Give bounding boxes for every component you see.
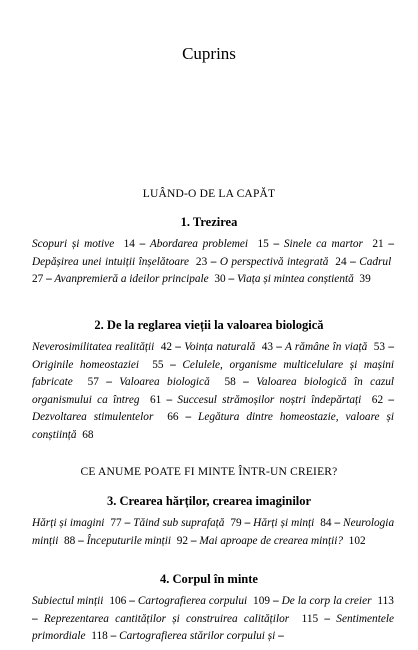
toc-entry-title: Legătura dintre homeostazie, valoare și conștiință (32, 411, 395, 441)
toc-entry-page: 66 (167, 411, 179, 424)
entry-separator: – (106, 376, 112, 389)
entry-separator: – (32, 612, 38, 625)
toc-entry-page: 55 (152, 358, 164, 371)
toc-entry-title: Cadrul (359, 255, 392, 268)
toc-entry-title: Voința naturală (184, 341, 256, 353)
entry-separator: – (139, 238, 146, 250)
chapter-entries-3 (32, 515, 394, 551)
entry-separator: – (110, 630, 117, 643)
entry-separator: – (78, 534, 84, 547)
entry-separator: – (324, 612, 331, 625)
toc-entry-title: A rămâne în viață (284, 341, 368, 353)
chapter-entries-1 (32, 236, 394, 308)
toc-entry-page: 77 (110, 517, 122, 529)
toc-entry-title: Neurologia minții (32, 517, 395, 547)
toc-entry-title: Neverosimilitatea realității (32, 341, 155, 353)
toc-entry-page: 15 (257, 238, 269, 250)
toc-entry-page: 61 (150, 393, 162, 406)
entry-separator: – (175, 341, 181, 353)
chapter-heading-2: 2. De la reglarea vieții la valoarea biologică (94, 318, 324, 332)
toc-entry-title: Scopuri și motive (32, 238, 115, 250)
toc-entry-title: Celulele, organisme multicelulare și mașini fabricate (32, 358, 395, 389)
entry-separator: – (273, 238, 280, 250)
entry-separator: – (190, 534, 197, 547)
toc-entry-page: 88 (64, 534, 76, 547)
toc-entry-title: Abordarea problemei (149, 238, 249, 250)
entry-separator: – (166, 393, 173, 406)
toc-entry-page: 106 (109, 595, 127, 607)
entry-separator: – (272, 595, 279, 607)
toc-entry-title: Hărți și imagini (32, 517, 105, 529)
entry-separator: – (46, 273, 52, 286)
toc-entry-page: 92 (176, 534, 188, 547)
toc-entry-title: Valoarea biologică în cazul organismului ca întreg (32, 376, 395, 406)
toc-entry-title: Cartografierea stărilor corpului și (119, 630, 276, 643)
toc-entry-title: Valoarea biologică (119, 376, 210, 389)
toc-entry-title: Hărți și minți (253, 517, 315, 529)
toc-entry-page: 118 (91, 630, 108, 643)
part-heading-1: LUÂND-O DE LA CAPĂT (142, 188, 276, 200)
chapter-entries-4 (32, 593, 394, 649)
toc-entry-title: Dezvoltarea stimulentelor (32, 411, 154, 424)
entry-separator: – (334, 517, 341, 529)
toc-entry-title: Cartografierea corpului (137, 595, 248, 607)
toc-entry-page: 27 (32, 273, 44, 286)
toc-entry-page: 115 (301, 612, 319, 625)
chapter-heading-3: 3. Crearea hărților, crearea imaginilor (106, 494, 312, 508)
toc-entry-page: 39 (359, 273, 371, 286)
toc-entry-title: Sentimentele primordiale (32, 612, 394, 643)
toc-entry-page: 57 (87, 376, 99, 389)
toc-entry-title: O perspectivă integrată (219, 255, 329, 268)
entry-separator: – (210, 255, 217, 268)
toc-entry-title: Sinele ca martor (283, 238, 363, 250)
entry-separator: – (185, 411, 192, 424)
toc-entry-page: 23 (195, 255, 208, 268)
entry-separator: – (228, 273, 235, 286)
toc-entry-page: 58 (224, 376, 236, 389)
toc-entry-title: Avanpremieră a ideilor principale (54, 273, 209, 286)
toc-entry-page: 24 (335, 255, 347, 268)
toc-entry-page: 43 (261, 341, 274, 353)
part-heading-2: CE ANUME POATE FI MINTE ÎNTR-UN CREIER? (80, 466, 338, 478)
toc-entry-page: 68 (82, 428, 94, 441)
toc-entry-page: 84 (320, 517, 332, 529)
toc-entry-page: 113 (377, 595, 394, 607)
toc-entry-title: Reprezentarea cantităților și construirea calităților (43, 612, 290, 625)
toc-entry-page: 79 (230, 517, 242, 529)
toc-entry-title: Originile homeostaziei (32, 358, 140, 371)
toc-entry-page: 21 (372, 238, 384, 250)
toc-entry-title: Începuturile minții (86, 534, 172, 547)
toc-entry-title: Viața și mintea conștientă (236, 273, 354, 286)
toc-entry-page: 30 (214, 273, 226, 286)
entry-separator: – (243, 376, 249, 389)
toc-entry-page: 62 (371, 393, 384, 406)
toc-entry-page: 42 (160, 341, 173, 353)
entry-separator: – (278, 630, 284, 643)
entry-separator: – (129, 595, 135, 607)
entry-separator: – (170, 358, 176, 371)
entry-separator: – (388, 238, 395, 250)
toc-entry-title: Mai aproape de crearea minții? (199, 534, 344, 547)
entry-separator: – (244, 517, 251, 529)
toc-entry-page: 53 (373, 341, 386, 353)
toc-entry-page: 14 (123, 238, 135, 250)
entry-separator: – (388, 393, 394, 406)
chapter-entries-2 (32, 339, 394, 447)
toc-entry-page: 109 (253, 595, 270, 607)
entry-separator: – (276, 341, 282, 353)
chapter-heading-4: 4. Corpul în minte (160, 572, 258, 586)
toc-entry-title: Subiectul minții (32, 595, 104, 607)
entry-separator: – (124, 517, 131, 529)
entry-separator: – (350, 255, 356, 268)
toc-entry-title: Tăind sub suprafață (133, 517, 225, 529)
entry-separator: – (388, 341, 394, 353)
toc-entry-page: 102 (348, 534, 366, 547)
chapter-heading-1: 1. Trezirea (180, 215, 238, 229)
toc-entry-title: Depășirea unei intuiții înșelătoare (32, 255, 189, 268)
toc-entry-title: Succesul strămoșilor noștri îndepărtați (177, 393, 362, 406)
toc-entry-title: De la corp la creier (281, 595, 372, 607)
page-title: Cuprins (182, 44, 236, 63)
